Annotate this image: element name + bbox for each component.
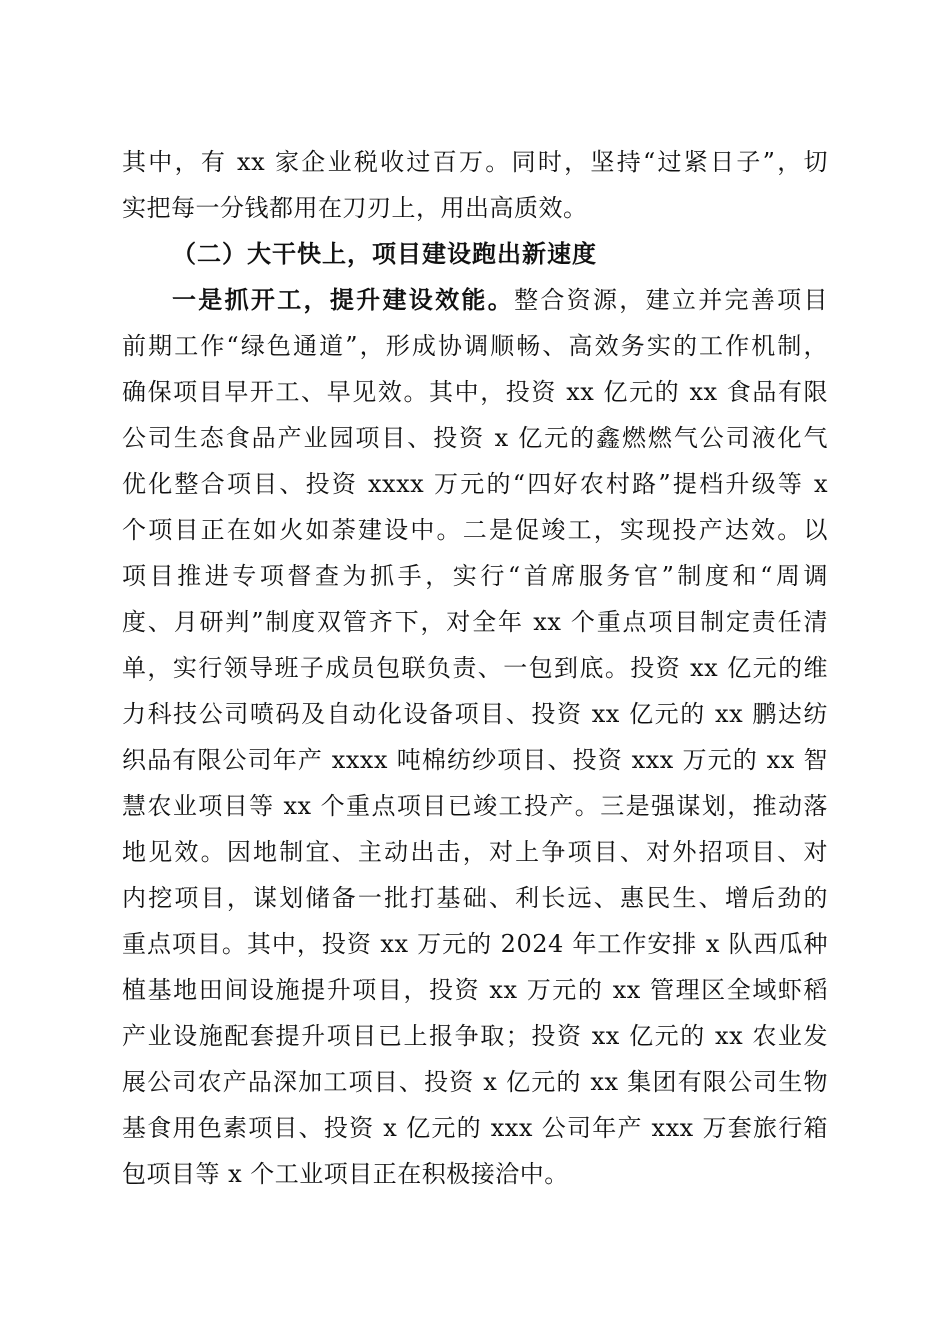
text-line-18: 重点项目。其中，投资 xx 万元的 2024 年工作安排 x 队西瓜种 xyxy=(122,930,828,958)
text-line-4-rest: 整合资源，建立并完善项目 xyxy=(514,286,828,314)
text-line-7: 公司生态食品产业园项目、投资 x 亿元的鑫燃燃气公司液化气 xyxy=(122,424,828,452)
text-line-12: 单，实行领导班子成员包联负责、一包到底。投资 xx 亿元的维 xyxy=(122,654,828,682)
text-line-4 xyxy=(172,285,828,315)
text-line-14: 织品有限公司年产 xxxx 吨棉纺纱项目、投资 xxx 万元的 xx 智 xyxy=(122,746,828,774)
text-line-8: 优化整合项目、投资 xxxx 万元的“四好农村路”提档升级等 x xyxy=(122,470,828,498)
text-line-5: 前期工作“绿色通道”，形成协调顺畅、高效务实的工作机制， xyxy=(122,332,828,360)
text-line-6: 确保项目早开工、早见效。其中，投资 xx 亿元的 xx 食品有限 xyxy=(122,378,828,406)
text-line-10: 项目推进专项督查为抓手，实行“首席服务官”制度和“周调 xyxy=(122,562,828,590)
text-line-15: 慧农业项目等 xx 个重点项目已竣工投产。三是强谋划，推动落 xyxy=(122,792,828,820)
text-line-13: 力科技公司喷码及自动化设备项目、投资 xx 亿元的 xx 鹏达纺 xyxy=(122,700,828,728)
text-line-16: 地见效。因地制宜、主动出击，对上争项目、对外招项目、对 xyxy=(122,838,828,866)
text-line-22: 基食用色素项目、投资 x 亿元的 xxx 公司年产 xxx 万套旅行箱 xyxy=(122,1114,828,1142)
text-line-9: 个项目正在如火如荼建设中。二是促竣工，实现投产达效。以 xyxy=(122,516,828,544)
text-line-11: 度、月研判”制度双管齐下，对全年 xx 个重点项目制定责任清 xyxy=(122,608,828,636)
text-line-19: 植基地田间设施提升项目，投资 xx 万元的 xx 管理区全域虾稻 xyxy=(122,976,828,1004)
text-line-20: 产业设施配套提升项目已上报争取；投资 xx 亿元的 xx 农业发 xyxy=(122,1022,828,1050)
text-line-1: 其中，有 xx 家企业税收过百万。同时，坚持“过紧日子”，切 xyxy=(122,148,828,176)
text-line-17: 内挖项目，谋划储备一批打基础、利长远、惠民生、增后劲的 xyxy=(122,884,828,912)
section-heading: （二）大干快上，项目建设跑出新速度 xyxy=(172,240,597,268)
text-line-21: 展公司农产品深加工项目、投资 x 亿元的 xx 集团有限公司生物 xyxy=(122,1068,828,1096)
text-line-2: 实把每一分钱都用在刀刃上，用出高质效。 xyxy=(122,194,588,222)
text-line-23: 包项目等 x 个工业项目正在积极接洽中。 xyxy=(122,1160,569,1188)
lead-phrase: 一是抓开工，提升建设效能。 xyxy=(172,286,515,314)
